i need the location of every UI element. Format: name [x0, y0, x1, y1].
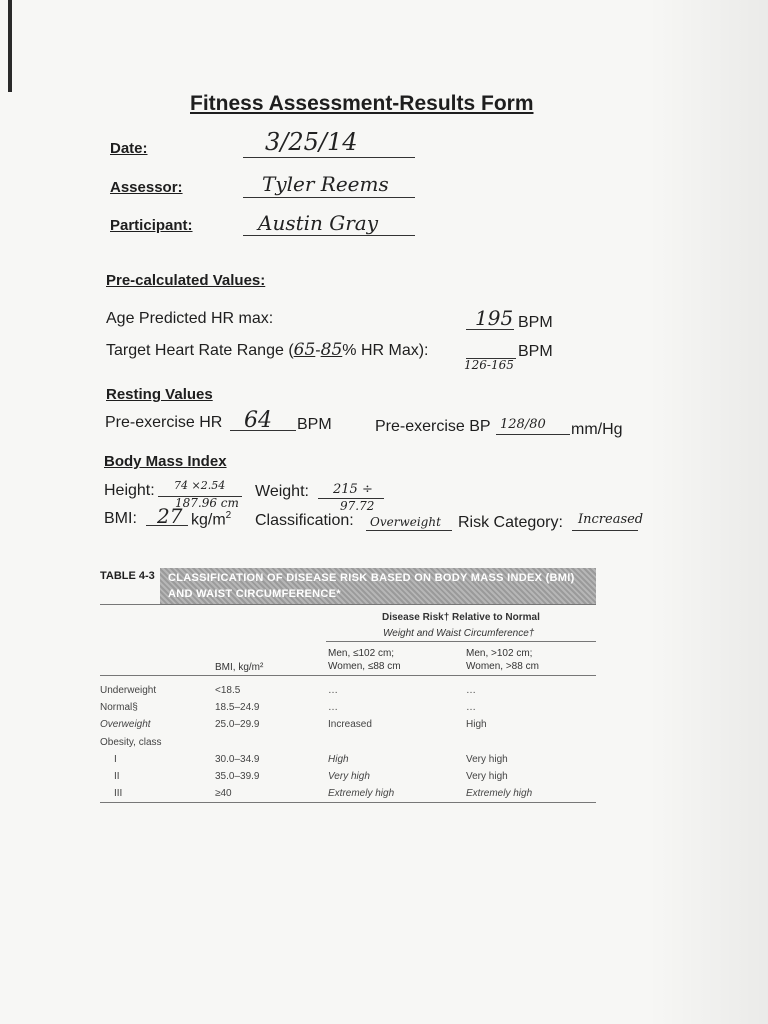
risk-label: Risk Category: [458, 514, 563, 531]
bmi-unit-sup: 2 [225, 510, 232, 521]
bmi-value[interactable]: 27 [157, 504, 183, 528]
bmi-unit-text: kg/m [191, 511, 226, 529]
weight-kg[interactable]: 97.72 [340, 499, 375, 513]
resting-bp-value[interactable]: 128/80 [500, 417, 546, 432]
col-bmi: BMI, kg/m² [215, 662, 264, 673]
table-cell-risk-high: … [466, 702, 476, 713]
class-label: Classification: [255, 512, 354, 529]
table-cell-bmi: ≥40 [215, 788, 232, 799]
bmi-unit [191, 510, 231, 529]
group-header-1: Disease Risk† Relative to Normal [382, 612, 540, 623]
table-header-rule [100, 675, 596, 676]
scan-shade [648, 0, 768, 1024]
table-cell-bmi: 30.0–34.9 [215, 754, 260, 765]
precalc-heading: Pre-calculated Values: [106, 272, 266, 289]
risk-value[interactable]: Increased [578, 512, 644, 527]
table-cell-risk-high: Very high [466, 771, 508, 782]
height-value[interactable]: 74 ×2.54 [174, 479, 226, 492]
assessor-value[interactable]: Tyler Reems [262, 172, 389, 196]
table-row-label: Normal§ [100, 702, 138, 713]
target-hr-unit: BPM [518, 343, 553, 360]
date-value[interactable]: 3/25/14 [265, 128, 358, 156]
resting-bp-unit: mm/Hg [571, 421, 623, 438]
group-header-rule [326, 641, 596, 642]
bmi-line [146, 525, 188, 526]
class-line [366, 530, 452, 531]
class-value[interactable]: Overweight [370, 515, 441, 529]
age-hr-label: Age Predicted HR max: [106, 310, 274, 327]
col-men-high-1: Men, >102 cm; [466, 648, 533, 659]
age-hr-line [466, 329, 514, 330]
table-row-label: III [114, 788, 123, 799]
table-cell-risk-low: … [328, 702, 338, 713]
table-cell-risk-low: Extremely high [328, 788, 395, 799]
age-hr-unit: BPM [518, 314, 553, 331]
scan-edge [8, 0, 12, 92]
table-cell-risk-high: … [466, 685, 476, 696]
resting-bp-line [496, 434, 570, 435]
participant-line [243, 235, 415, 236]
target-label-b: % HR Max): [342, 342, 429, 359]
group-header-2: Weight and Waist Circumference† [383, 628, 535, 639]
table-top-rule [100, 604, 596, 605]
table-caption-line-2: AND WAIST CIRCUMFERENCE* [168, 588, 341, 600]
col-men-high-2: Women, >88 cm [466, 661, 539, 672]
bmi-label: BMI: [104, 510, 137, 527]
table-cell-bmi: <18.5 [215, 685, 241, 696]
table-cell-risk-low: … [328, 685, 338, 696]
target-dash: - [315, 342, 321, 359]
table-caption [168, 570, 575, 602]
assessor-line [243, 197, 415, 198]
height-label: Height: [104, 482, 155, 499]
bmi-risk-table [100, 568, 596, 808]
age-hr-value[interactable]: 195 [475, 306, 514, 330]
target-high[interactable]: 85 [320, 340, 343, 360]
col-men-low-2: Women, ≤88 cm [328, 661, 401, 672]
target-low[interactable]: 65 [293, 340, 316, 360]
height-cm[interactable]: 187.96 cm [175, 496, 239, 510]
weight-value[interactable]: 215 ÷ [333, 482, 373, 497]
table-row-label: Obesity, class [100, 737, 162, 748]
table-cell-bmi: 35.0–39.9 [215, 771, 260, 782]
bmi-heading: Body Mass Index [104, 453, 227, 470]
table-cell-risk-high: Very high [466, 754, 508, 765]
assessor-label: Assessor: [110, 179, 183, 196]
table-label: TABLE 4-3 [100, 570, 155, 582]
weight-label: Weight: [255, 483, 309, 500]
table-cell-bmi: 25.0–29.9 [215, 719, 260, 730]
table-cell-bmi: 18.5–24.9 [215, 702, 260, 713]
table-cell-risk-low: Very high [328, 771, 370, 782]
table-cell-risk-high: Extremely high [466, 788, 533, 799]
table-caption-line-1: CLASSIFICATION OF DISEASE RISK BASED ON BODY MASS INDEX (BMI) [168, 572, 575, 584]
resting-bp-label: Pre-exercise BP [375, 418, 491, 435]
form-title: Fitness Assessment-Results Form [190, 92, 534, 115]
target-range-value[interactable]: 126-165 [464, 358, 514, 372]
table-cell-risk-low: Increased [328, 719, 372, 730]
date-line [243, 157, 415, 158]
table-bottom-rule [100, 802, 596, 803]
resting-hr-line [230, 430, 296, 431]
col-men-low-1: Men, ≤102 cm; [328, 648, 395, 659]
participant-label: Participant: [110, 217, 193, 234]
resting-hr-unit: BPM [297, 416, 332, 433]
target-label-a: Target Heart Rate Range ( [106, 342, 294, 359]
risk-line [572, 530, 638, 531]
table-row-label: II [114, 771, 120, 782]
table-cell-risk-low: High [328, 754, 349, 765]
target-hr-label [106, 340, 429, 360]
table-row-label: Underweight [100, 685, 157, 696]
resting-heading: Resting Values [106, 386, 213, 403]
table-cell-risk-high: High [466, 719, 487, 730]
resting-hr-label: Pre-exercise HR [105, 414, 223, 431]
table-row-label: Overweight [100, 719, 151, 730]
table-row-label: I [114, 754, 117, 765]
date-label: Date: [110, 140, 148, 157]
resting-hr-value[interactable]: 64 [244, 408, 272, 433]
participant-value[interactable]: Austin Gray [258, 211, 379, 235]
